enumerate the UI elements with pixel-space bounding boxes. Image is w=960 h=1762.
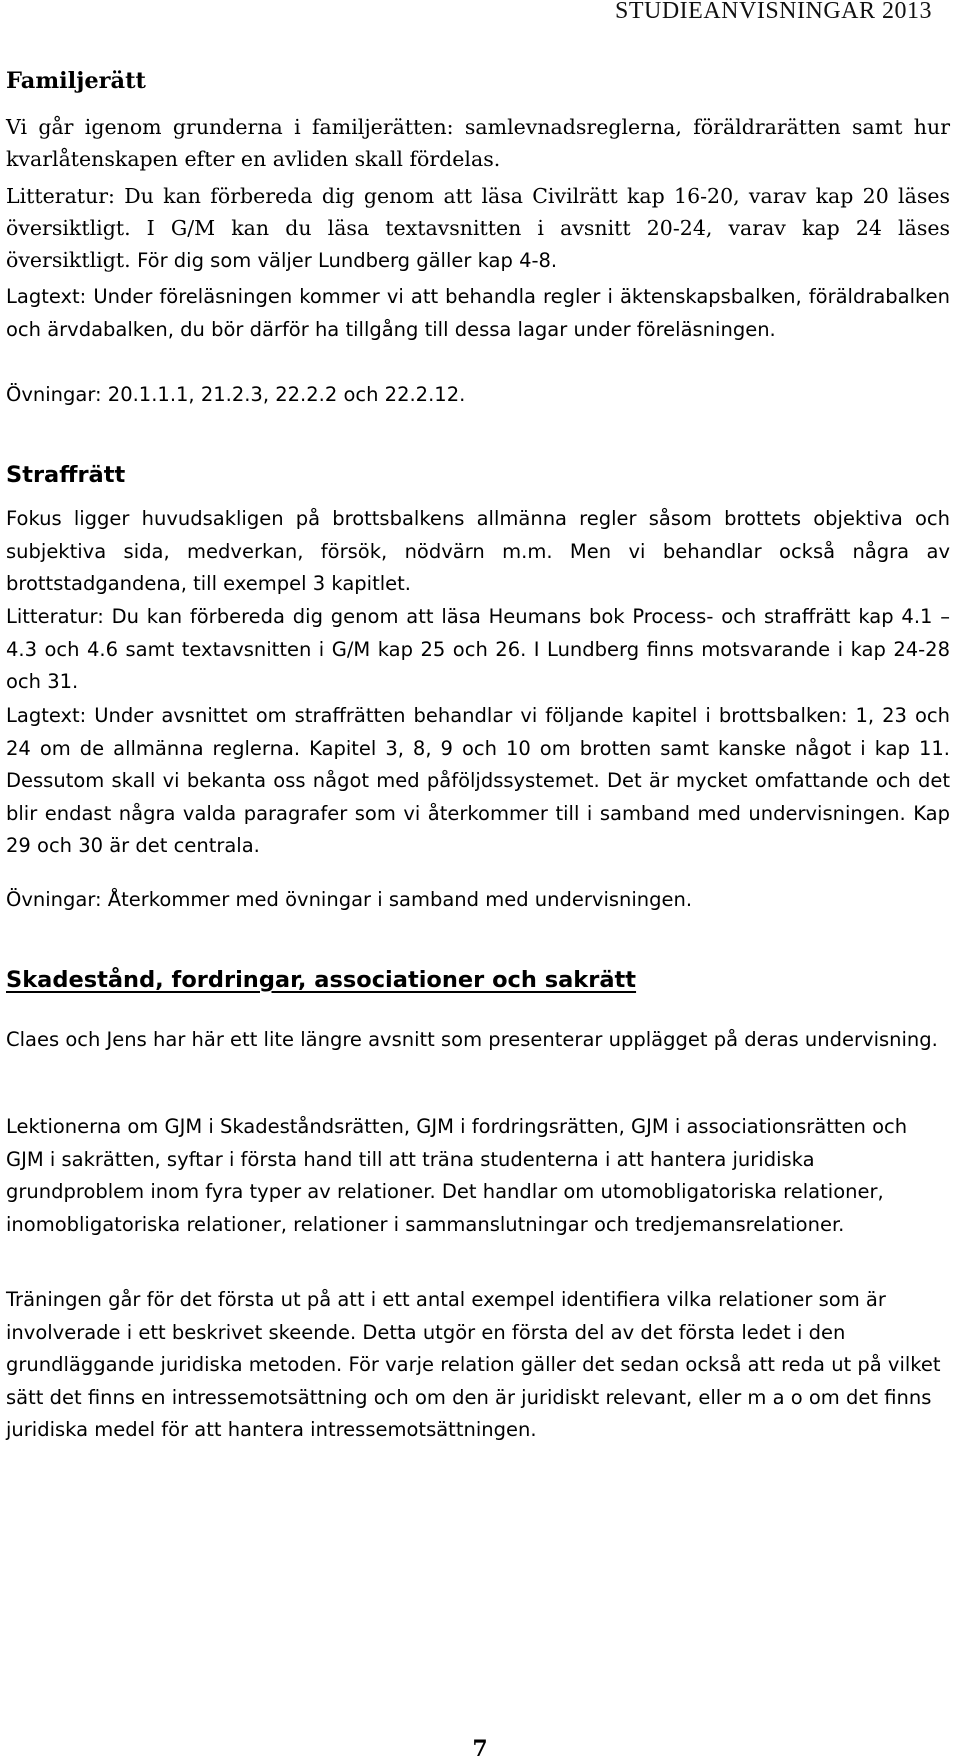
page-number: 7 (472, 1736, 488, 1762)
skadestand-lektionerna: Lektionerna om GJM i Skadeståndsrätten, GJM i fordringsrätten, GJM i associationsrätten och GJM i sakrätten, syftar i första hand till att träna studenterna i att hantera juridiska grundproblem inom fyra typer av relationer. Det handlar om utomobligatoriska relationer, inomobligatoriska relationer, relationer i sammanslutningar och tredjemansrelationer. (6, 1115, 908, 1236)
section-heading-skadestand: Skadestånd, fordringar, associationer och sakrätt (6, 967, 637, 993)
running-header: STUDIEANVISNINGAR 2013 (615, 0, 932, 24)
straffratt-intro: Fokus ligger huvudsakligen på brottsbalkens allmänna regler såsom brottets objektiva och subjektiva sida, medverkan, försök, nödvärn m.m. Men vi behandlar också några av brottstadgandena, till exempel 3 kapitlet. (6, 507, 950, 596)
skadestand-intro: Claes och Jens har här ett lite längre avsnitt som presenterar upplägget på deras undervisning. (6, 1028, 938, 1051)
section-heading-familjeratt: Familjerätt (6, 68, 146, 94)
familjeratt-literature-main: Litteratur: Du kan förbereda dig genom att läsa Civilrätt kap 16-20, varav kap 20 läses översiktligt. I G/M kan du läsa textavsnitten i avsnitt 20-24, varav kap 24 läses översiktligt. (6, 184, 950, 272)
familjeratt-lagtext: Lagtext: Under föreläsningen kommer vi att behandla regler i äktenskapsbalken, föräldrabalken och ärvdabalken, du bör därför ha tillgång till dessa lagar under föreläsningen. (6, 285, 950, 341)
straffratt-exercises: Övningar: Återkommer med övningar i samband med undervisningen. (6, 888, 693, 911)
straffratt-lagtext: Lagtext: Under avsnittet om straffrätten behandlar vi följande kapitel i brottsbalken: 1, 23 och 24 om de allmänna reglerna. Kapitel 3, 8, 9 och 10 om brotten samt kanske något i kap 11. Dessutom skall vi bekanta oss något med påföljdssystemet. Det är mycket omfattande och det blir endast några valda paragrafer som vi återkommer till i samband med undervisningen. Kap 29 och 30 är det centrala. (6, 704, 950, 858)
familjeratt-intro: Vi går igenom grunderna i familjerätten: samlevnadsreglerna, föräldrarätten samt hur kvarlåtenskapen efter en avliden skall fördelas. (6, 115, 950, 171)
familjeratt-exercises: Övningar: 20.1.1.1, 21.2.3, 22.2.2 och 22.2.12. (6, 383, 466, 406)
familjeratt-literature-lundberg: För dig som väljer Lundberg gäller kap 4-8. (137, 249, 558, 272)
straffratt-literature: Litteratur: Du kan förbereda dig genom att läsa Heumans bok Process- och straffrätt kap 4.1 – 4.3 och 4.6 samt textavsnitten i G/M kap 25 och 26. I Lundberg finns motsvarande i kap 24-28 och 31. (6, 605, 950, 694)
skadestand-traningen: Träningen går för det första ut på att i ett antal exempel identifiera vilka relationer som är involverade i ett beskrivet skeende. Detta utgör en första del av det första ledet i den grundläggande juridiska metoden. För varje relation gäller det sedan också att reda ut på vilket sätt det finns en intressemotsättning och om den är juridiskt relevant, eller m a o om det finns juridiska medel för att hantera intressemotsättningen. (6, 1288, 941, 1441)
section-heading-straffratt: Straffrätt (6, 462, 126, 488)
familjeratt-literature (6, 180, 950, 277)
